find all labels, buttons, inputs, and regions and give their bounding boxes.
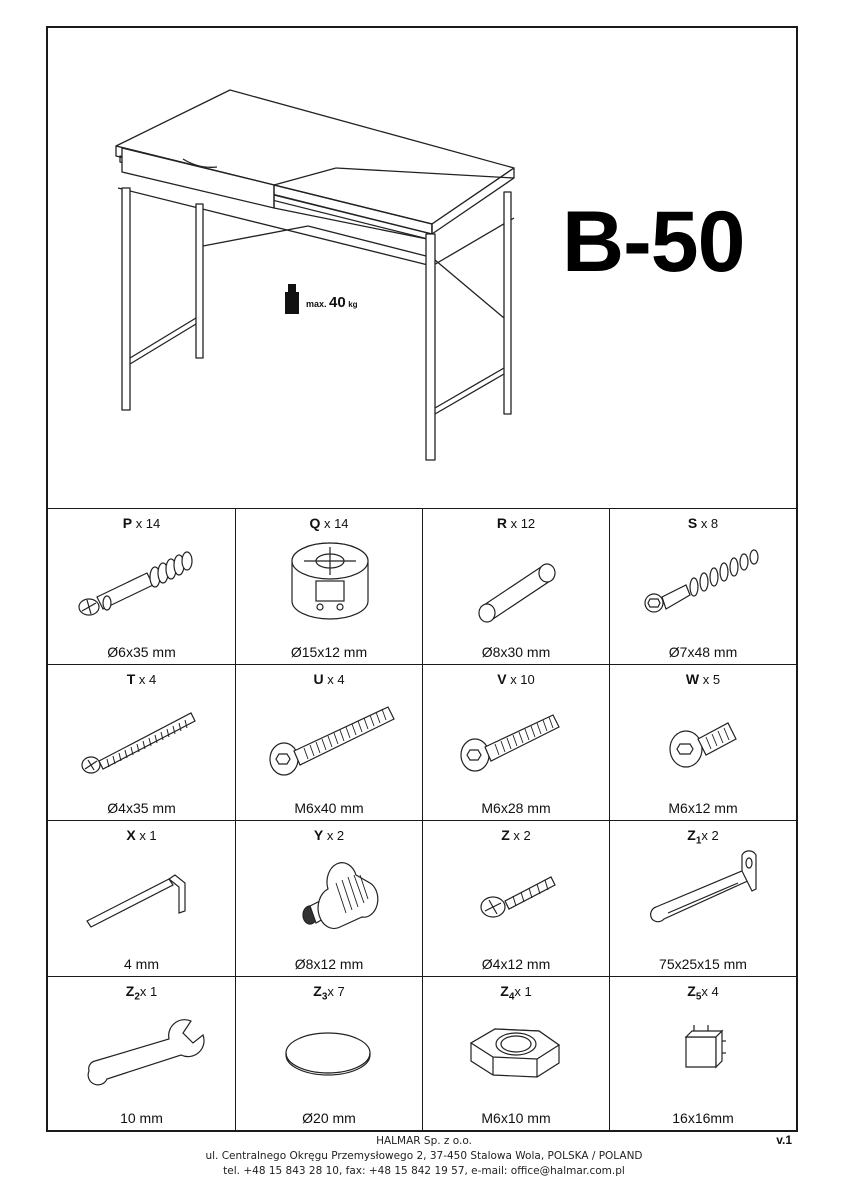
part-dimension: Ø6x35 mm [107,644,176,660]
parts-grid [48,508,796,1130]
part-dimension: 10 mm [120,1110,163,1126]
company-contact: tel. +48 15 843 28 10, fax: +48 15 842 19 57, e-mail: office@halmar.com.pl [223,1165,625,1177]
part-dimension: Ø7x48 mm [668,644,738,660]
part-title: W x 5 [685,671,721,687]
part-title: $Z_5x$ 4 [687,983,719,1003]
wrench-icon [67,1005,217,1095]
company-name: HALMAR Sp. z o.o. [376,1135,472,1147]
part-cell [236,508,423,664]
part-title: $Z_3x$ 7 [313,983,345,1003]
part-cell [610,820,796,976]
wood-screw-icon [67,693,217,783]
part-title: T x 4 [126,671,157,687]
part-cell [610,664,796,820]
part-title: $Z_2x$ 1 [125,983,158,1003]
leg-cap-icon [628,1005,778,1095]
part-title: $Z_4x$ 1 [500,983,532,1003]
product-illustration-area [48,28,796,508]
part-cell [236,820,423,976]
part-dimension: M6x12 mm [668,800,738,816]
model-code: B-50 [562,194,745,290]
short-screw-icon [441,849,591,939]
part-dimension: Ø15x12 mm [290,644,368,660]
part-cell [48,664,236,820]
part-cell [423,820,610,976]
cam-dowel-screw-icon [628,537,778,627]
confirmat-bolt-icon [67,537,217,627]
part-cell [236,976,423,1130]
part-dimension: 75x25x15 mm [659,956,747,972]
part-cell [48,508,236,664]
angle-bracket-icon [628,849,778,939]
part-dimension: Ø4x35 mm [107,800,176,816]
threaded-insert-icon [254,849,404,939]
part-title: Q x 14 [309,515,349,531]
part-title: Z x 2 [501,827,531,843]
part-title: P x 14 [122,515,161,531]
cam-lock-icon [254,537,404,627]
part-dimension: Ø8x12 mm [294,956,364,972]
wooden-dowel-icon [441,537,591,627]
hex-bolt-short-icon [628,693,778,783]
part-dimension: Ø4x12 mm [481,956,551,972]
part-title: R x 12 [496,515,536,531]
max-load-prefix: max. [306,299,327,309]
version-label: v.1 [776,1133,792,1147]
part-dimension: M6x28 mm [481,800,551,816]
max-load-unit: kg [348,300,358,309]
max-load-value: 40 [329,294,346,311]
part-title: X x 1 [126,827,157,843]
hex-bolt-medium-icon [441,693,591,783]
part-title: S x 8 [687,515,719,531]
part-cell [48,820,236,976]
part-cell [610,508,796,664]
max-load-label [306,294,358,311]
part-dimension: Ø8x30 mm [481,644,551,660]
part-cell [48,976,236,1130]
part-title: Y x 2 [313,827,345,843]
felt-pad-icon [254,1005,404,1095]
company-address: ul. Centralnego Okręgu Przemysłowego 2, 37-450 Stalowa Wola, POLSKA / POLAND [205,1150,643,1162]
part-title: $Z_1x$ 2 [687,827,719,847]
part-dimension: M6x40 mm [294,800,364,816]
weight-icon [285,284,299,314]
part-cell [423,664,610,820]
part-cell [610,976,796,1130]
part-cell [423,976,610,1130]
sheet-frame [46,26,798,1132]
part-title: U x 4 [313,671,345,687]
part-dimension: Ø20 mm [302,1110,356,1126]
part-cell [423,508,610,664]
part-cell [236,664,423,820]
part-dimension: 16x16mm [672,1110,734,1126]
hex-bolt-long-icon [254,693,404,783]
allen-key-icon [67,849,217,939]
part-dimension: M6x10 mm [481,1110,551,1126]
hex-nut-icon [441,1005,591,1095]
part-dimension: 4 mm [124,956,159,972]
footer [0,1134,848,1179]
part-title: V x 10 [497,671,535,687]
